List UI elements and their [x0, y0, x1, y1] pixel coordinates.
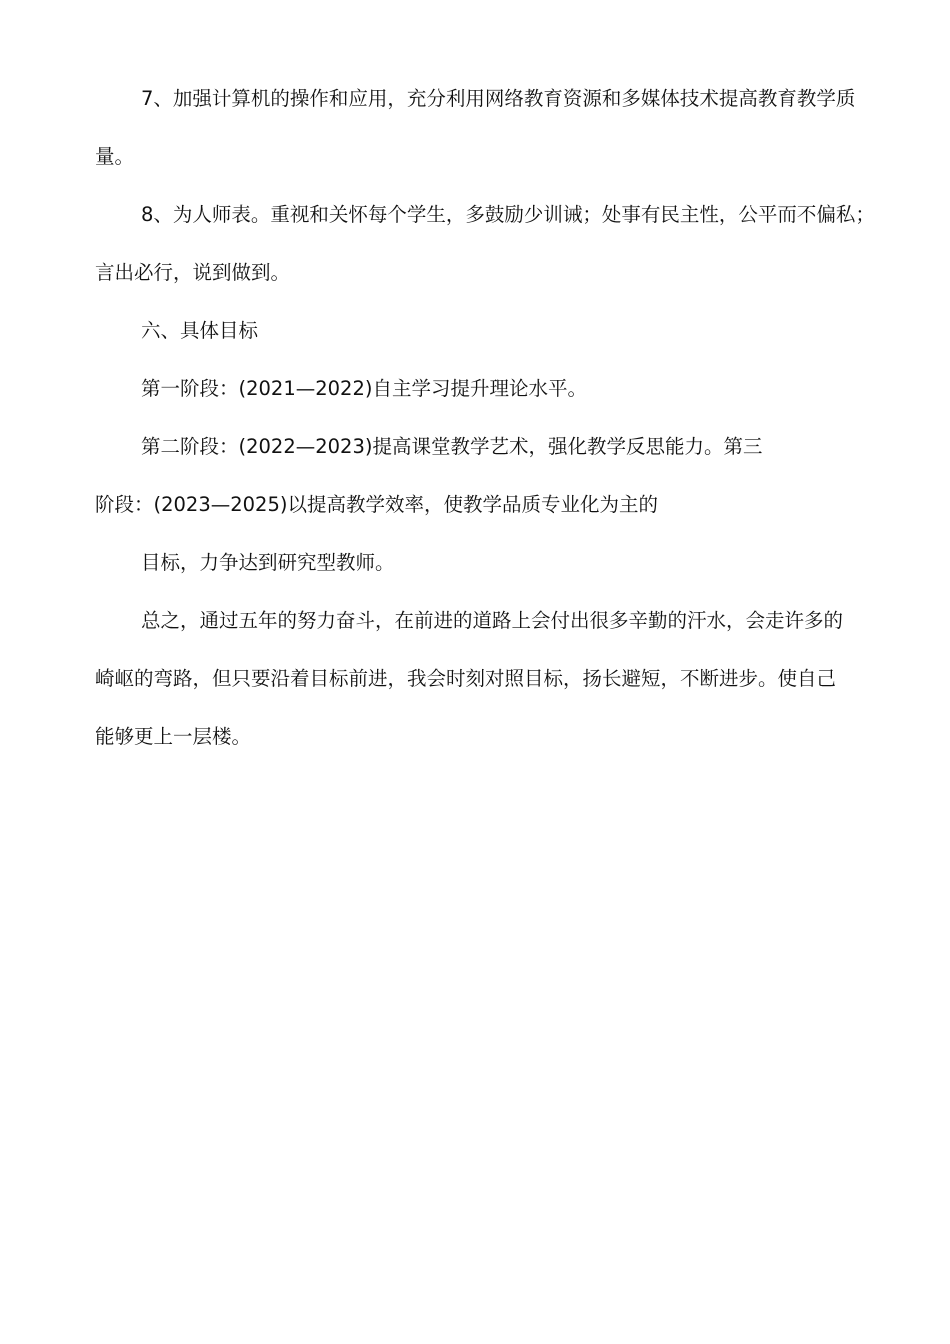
item-7-line-2: 量。	[95, 145, 135, 168]
item-8-line-1: 8、为人师表。重视和关怀每个学生，多鼓励少训诫；处事有民主性，公平而不偏私；	[141, 203, 875, 226]
stage-1: 第一阶段：(2021—2022)自主学习提升理论水平。	[141, 377, 587, 400]
section-heading: 六、具体目标	[141, 319, 259, 342]
conclusion-line-1: 总之，通过五年的努力奋斗，在前进的道路上会付出很多辛勤的汗水，会走许多的	[141, 609, 844, 632]
conclusion-line-2: 崎岖的弯路，但只要沿着目标前进，我会时刻对照目标，扬长避短，不断进步。使自己	[95, 667, 837, 690]
stage-3-line-2: 目标，力争达到研究型教师。	[141, 551, 395, 574]
item-7-line-1: 7、加强计算机的操作和应用，充分利用网络教育资源和多媒体技术提高教育教学质	[141, 87, 856, 110]
conclusion-line-3: 能够更上一层楼。	[95, 725, 252, 748]
item-8-line-2: 言出必行，说到做到。	[95, 261, 291, 284]
stage-3-line-1: 阶段：(2023—2025)以提高教学效率，使教学品质专业化为主的	[95, 493, 658, 516]
stage-2: 第二阶段：(2022—2023)提高课堂教学艺术，强化教学反思能力。第三	[141, 435, 763, 458]
